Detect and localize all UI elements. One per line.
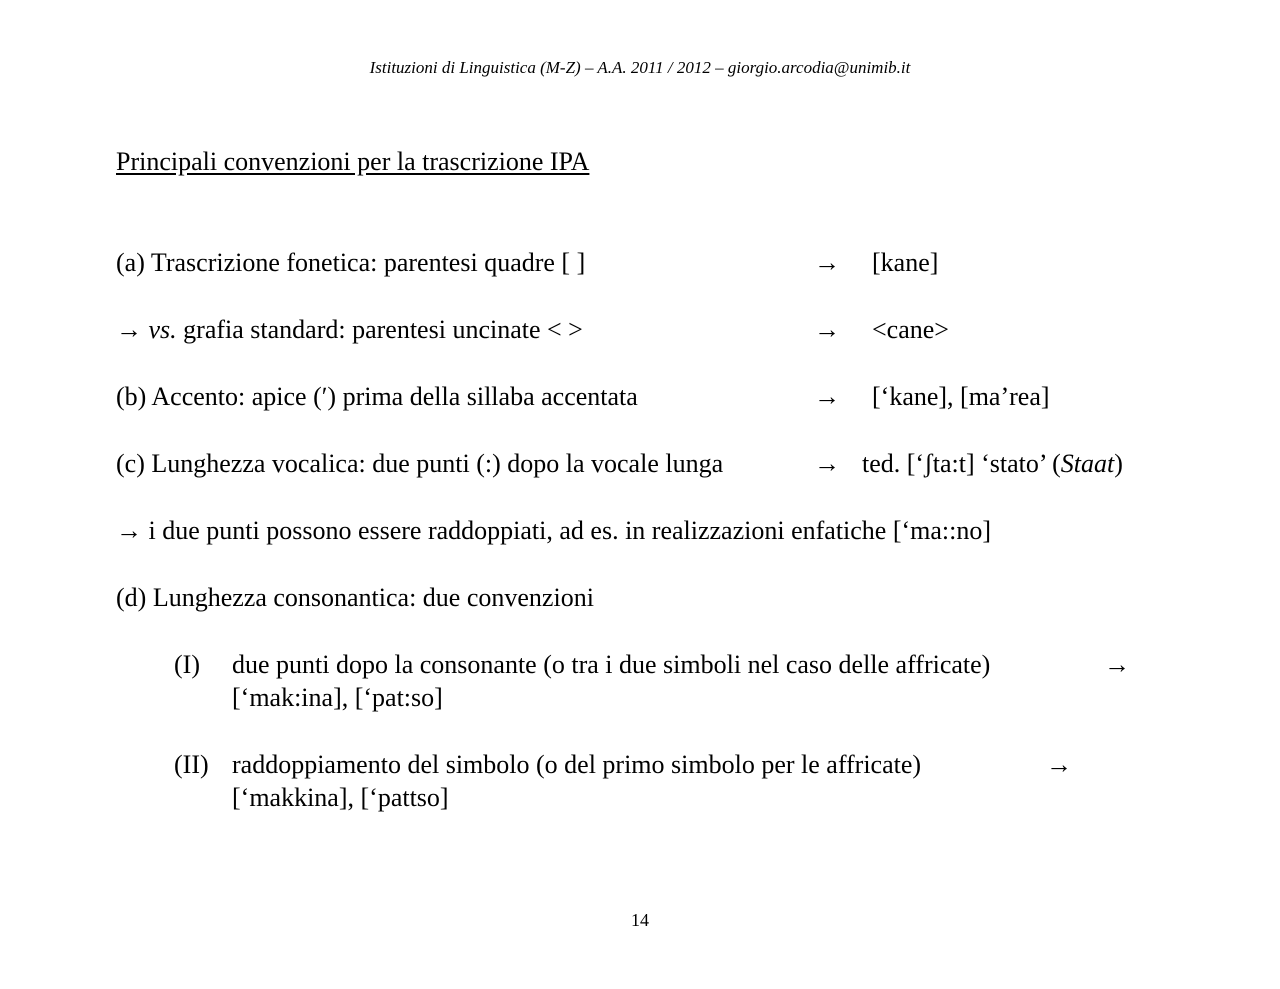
sub-item-1-label: (I): [174, 650, 200, 679]
rule-c-example-italic: Staat: [1060, 449, 1115, 478]
rule-c2-text: → i due punti possono essere raddoppiati, ad es. in realizzazioni enfatiche [‘ma::no]: [116, 516, 992, 545]
rule-c-example: [862, 449, 1123, 479]
sub-item-2-label: (II): [174, 750, 209, 779]
rule-a-example: [kane]: [872, 248, 939, 277]
rule-a2-text: [116, 315, 583, 345]
rule-b-example: [‘kane], [ma’rea]: [872, 382, 1050, 411]
rule-a2-arrow: →: [814, 315, 840, 344]
rule-a2-example: <cane>: [872, 315, 949, 344]
page-number: 14: [631, 910, 649, 930]
rule-c-example-prefix: ted. [‘ʃta:t] ‘stato’ (: [862, 449, 1061, 478]
rule-a2-prefix: →: [116, 315, 149, 344]
rule-a2-body: grafia standard: parentesi uncinate < >: [176, 315, 583, 344]
sub-item-2-example: [‘makkina], [‘pattso]: [232, 783, 449, 812]
sub-item-1-example: [‘mak:ina], [‘pat:so]: [232, 683, 443, 712]
rule-c-example-suffix: ): [1114, 449, 1123, 478]
sub-item-1-text: due punti dopo la consonante (o tra i due simboli nel caso delle affricate): [232, 650, 991, 679]
sub-item-1-arrow: →: [1104, 650, 1130, 679]
rule-a-text: (a) Trascrizione fonetica: parentesi quadre [ ]: [116, 248, 586, 277]
sub-item-2-arrow: →: [1046, 750, 1072, 779]
rule-b-text: (b) Accento: apice (ʹ) prima della sillaba accentata: [116, 382, 638, 411]
page-header: Istituzioni di Linguistica (M-Z) – A.A. 2011 / 2012 – giorgio.arcodia@unimib.it: [369, 58, 911, 77]
rule-d-text: (d) Lunghezza consonantica: due convenzioni: [116, 583, 594, 612]
rule-b-arrow: →: [814, 382, 840, 411]
sub-item-2-text: raddoppiamento del simbolo (o del primo simbolo per le affricate): [232, 750, 922, 779]
rule-a2-vs: vs.: [148, 315, 177, 344]
rule-c-arrow: →: [814, 449, 840, 478]
page-title: Principali convenzioni per la trascrizione IPA: [116, 147, 590, 176]
rule-a-arrow: →: [814, 248, 840, 277]
rule-c-text: (c) Lunghezza vocalica: due punti (:) dopo la vocale lunga: [116, 449, 724, 478]
